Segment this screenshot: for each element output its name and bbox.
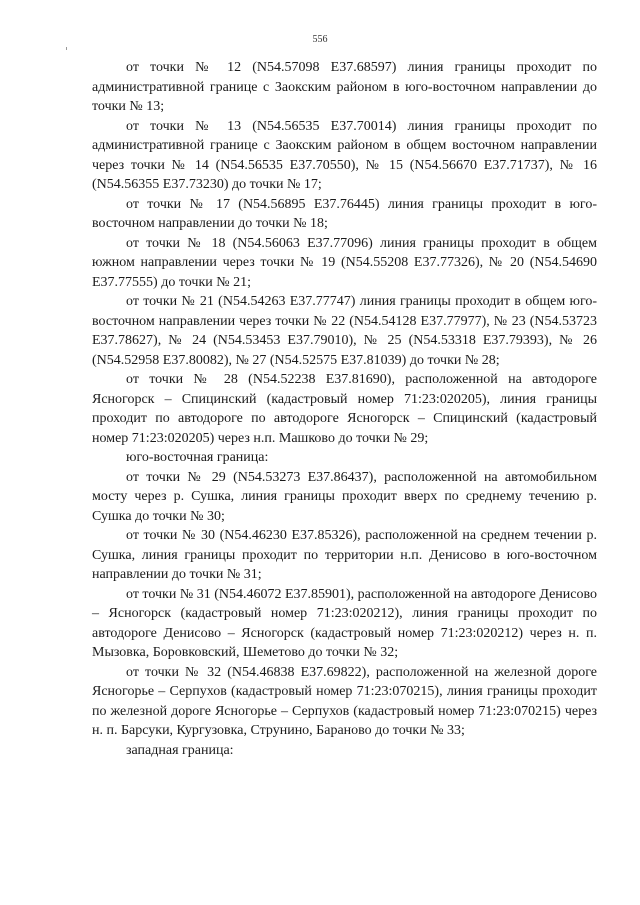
paragraph-point-31: от точки № 31 (N54.46072 E37.85901), расположенной на автодороге Денисово – Ясногорск (кадастровый номер 71:23:020212), линия границы проходит по автодороге Денисово – Ясногорск (кадастровый номер 71:23:020212) через н. п. Мызовка, Боровковский, Шеметово до точки № 32; (92, 586, 597, 660)
paragraph-point-29: от точки № 29 (N54.53273 E37.86437), расположенной на автомобильном мосту через р. Сушка, линия границы проходит вверх по среднему течению р. Сушка до точки № 30; (92, 469, 597, 524)
paragraph-point-13: от точки № 13 (N54.56535 E37.70014) линия границы проходит по административной границе с Заокским районом в общем восточном направлении через точки № 14 (N54.56535 E37.70550), № 15 (N54.56670 E37.71737), № 16 (N54.56355 E37.73230) до точки № 17; (92, 118, 597, 192)
page-number: 556 (312, 34, 328, 45)
section-heading-southeast: юго-восточная граница: (126, 450, 269, 465)
paragraph-point-18: от точки № 18 (N54.56063 E37.77096) линия границы проходит в общем южном направлении через точки № 19 (N54.55208 E37.77326), № 20 (N54.54690 E37.77555) до точки № 21; (92, 235, 597, 290)
paragraph-point-17: от точки № 17 (N54.56895 E37.76445) линия границы проходит в юго-восточном направлении до точки № 18; (92, 196, 597, 231)
paragraph-point-21: от точки № 21 (N54.54263 E37.77747) линия границы проходит в общем юго-восточном направлении через точки № 22 (N54.54128 E37.77977), № 23 (N54.53723 E37.78627), № 24 (N54.53453 E37.79010), № 25 (N54.53318 E37.79393), № 26 (N54.52958 E37.80082), № 27 (N54.52575 E37.81039) до точки № 28; (92, 294, 597, 368)
section-heading-west: западная граница: (126, 742, 234, 758)
paragraph-point-28: от точки № 28 (N54.52238 E37.81690), расположенной на автодороге Ясногорск – Спицинский (кадастровый номер 71:23:020205), линия границы проходит по автодороге по автодороге Ясногорск – Спицинский (кадастровый номер 71:23:020205) через н.п. Машково до точки № 29; (92, 372, 597, 446)
document-body (92, 58, 597, 760)
scan-artifact (66, 47, 67, 50)
paragraph-point-32: от точки № 32 (N54.46838 E37.69822), расположенной на железной дороге Ясногорье – Серпухов (кадастровый номер 71:23:070215), линия границы проходит по железной дороге Ясногорье – Серпухов (кадастровый номер 71:23:070215) через н. п. Барсуки, Кургузовка, Струнино, Бараново до точки № 33; (92, 664, 597, 738)
paragraph-point-12: от точки № 12 (N54.57098 E37.68597) линия границы проходит по административной границе с Заокским районом в юго-восточном направлении до точки № 13; (92, 60, 597, 114)
paragraph-point-30: от точки № 30 (N54.46230 E37.85326), расположенной на среднем течении р. Сушка, линия границы проходит по территории н.п. Денисово в юго-восточном направлении до точки № 31; (92, 528, 597, 582)
